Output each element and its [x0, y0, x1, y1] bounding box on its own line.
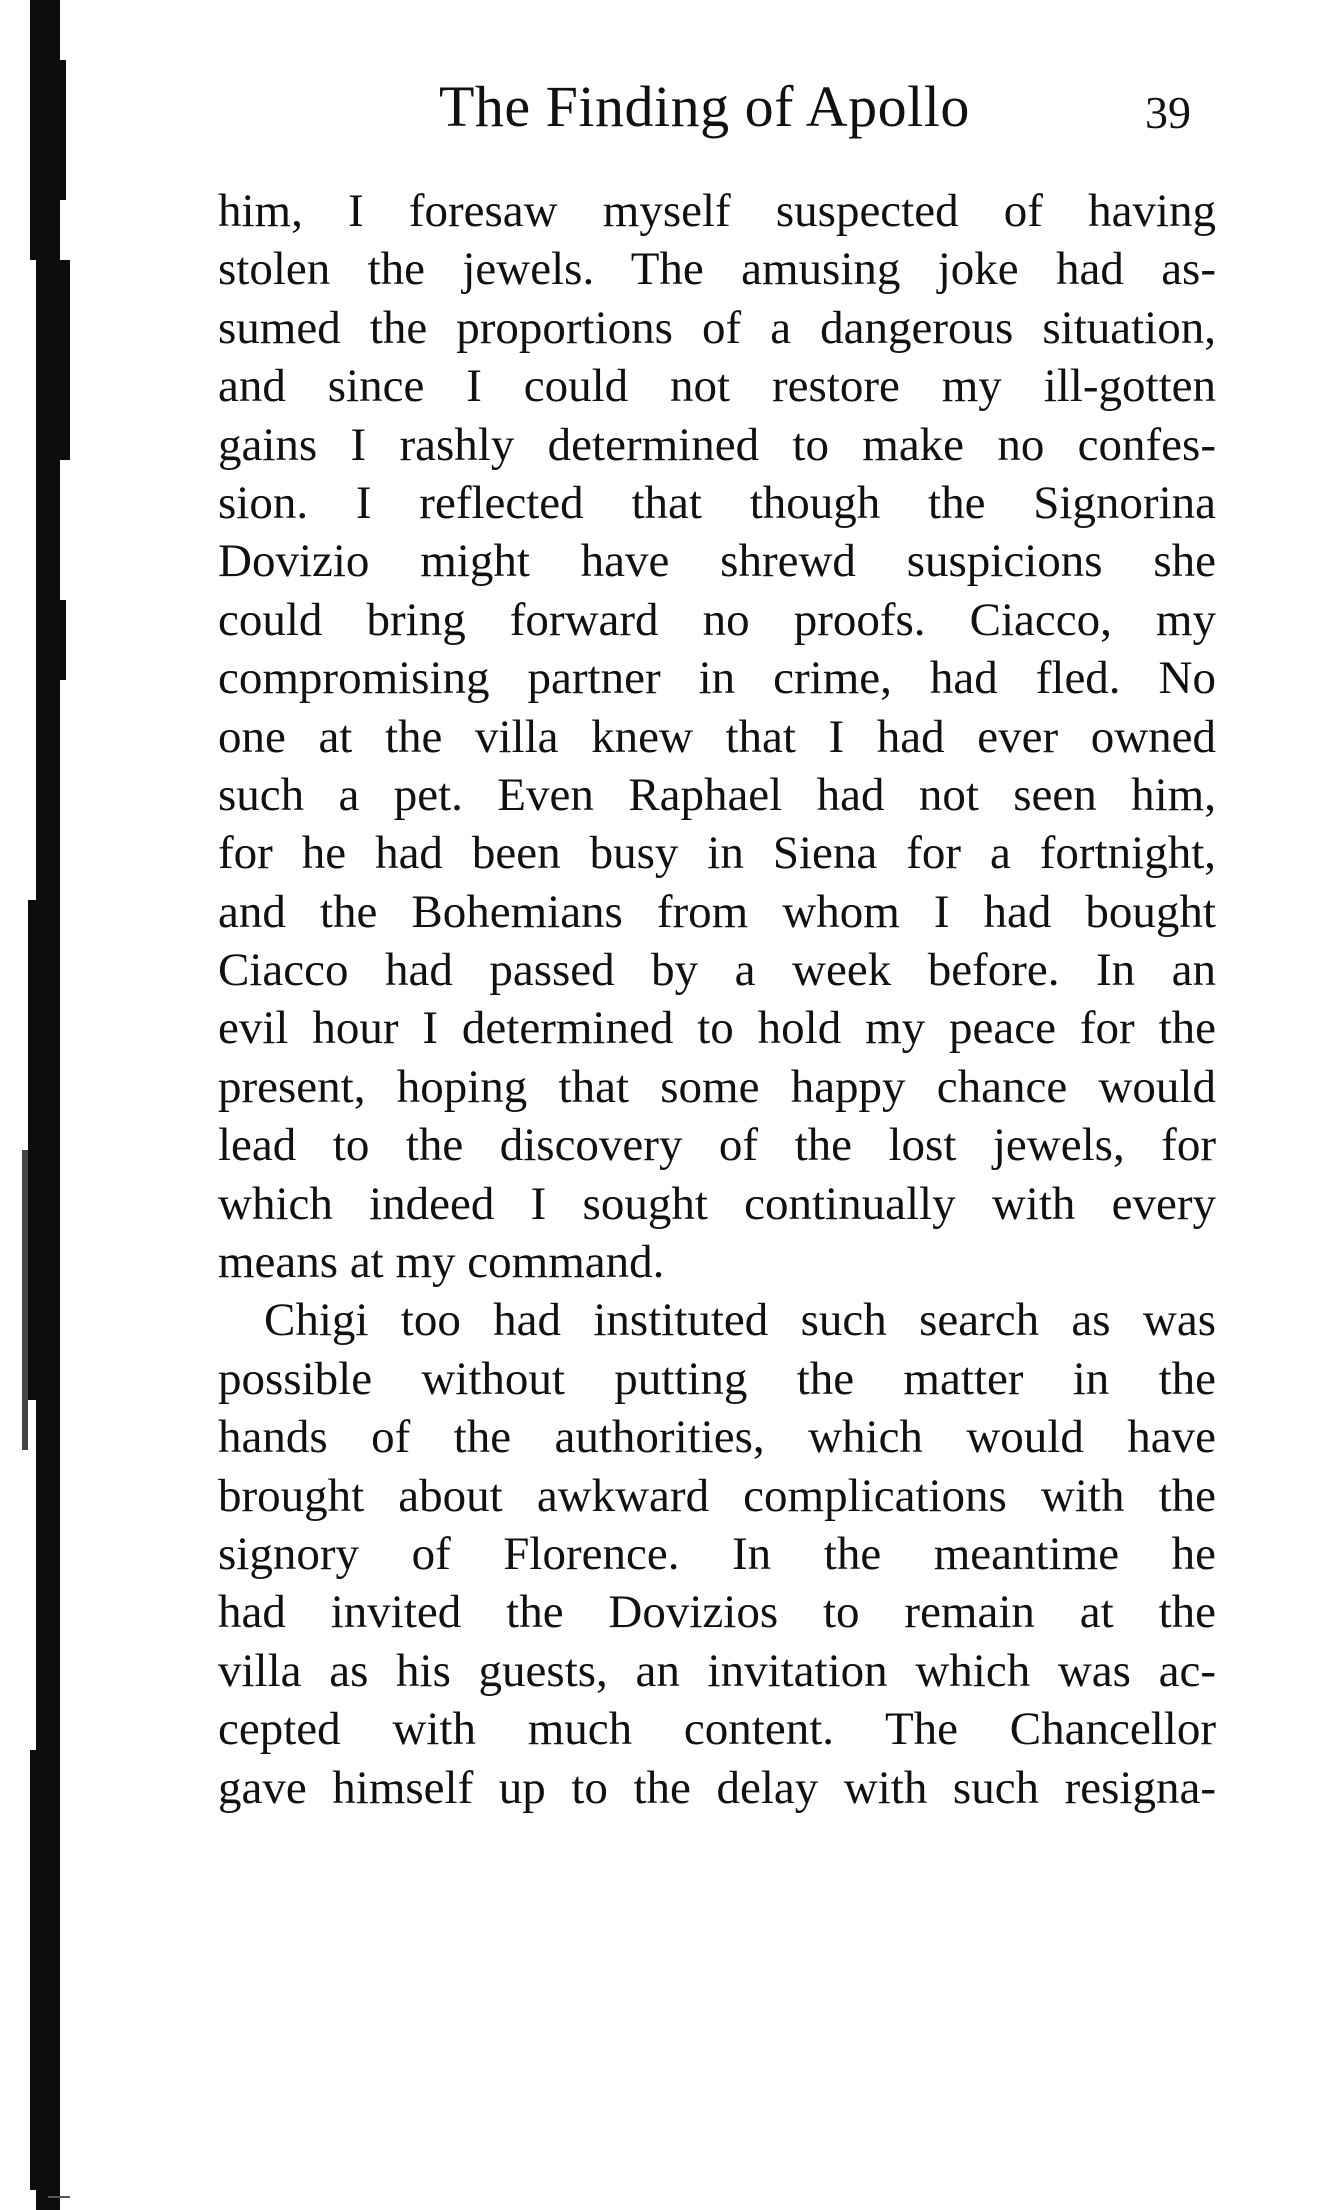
text-line: could bring forward no proofs. Ciacco, my	[218, 593, 1216, 646]
text-line: which indeed I sought continually with every	[218, 1177, 1216, 1230]
text-line: and the Bohemians from whom I had bought	[218, 885, 1216, 938]
paragraph-1	[218, 182, 1216, 1291]
text-line: hands of the authorities, which would have	[218, 1411, 1216, 1464]
text-line: gave himself up to the delay with such resigna-	[218, 1761, 1216, 1814]
text-line: gains I rashly determined to make no confes-	[218, 418, 1216, 471]
text-line: one at the villa knew that I had ever owned	[218, 710, 1216, 763]
paragraph-2	[218, 1291, 1216, 1817]
text-line: and since I could not restore my ill-gotten	[218, 360, 1216, 413]
body-text	[218, 182, 1216, 1817]
running-header	[215, 72, 1215, 142]
page-number: 39	[1145, 87, 1191, 138]
text-line: villa as his guests, an invitation which was ac-	[218, 1644, 1216, 1697]
text-line: brought about awkward complications with the	[218, 1469, 1216, 1522]
text-line: signory of Florence. In the meantime he	[218, 1527, 1216, 1580]
text-line: for he had been busy in Siena for a fortnight,	[218, 827, 1216, 880]
running-title: The Finding of Apollo	[439, 74, 970, 139]
text-line: stolen the jewels. The amusing joke had as-	[218, 243, 1216, 296]
text-line: sumed the proportions of a dangerous situation,	[218, 301, 1216, 354]
text-line: Ciacco had passed by a week before. In an	[218, 944, 1216, 997]
text-line: sion. I reflected that though the Signorina	[218, 476, 1216, 529]
text-line: had invited the Dovizios to remain at the	[218, 1586, 1216, 1639]
text-line: Dovizio might have shrewd suspicions she	[218, 535, 1216, 588]
text-line: Chigi too had instituted such search as was	[264, 1294, 1216, 1347]
text-line: him, I foresaw myself suspected of having	[218, 185, 1216, 237]
text-line: means at my command.	[218, 1236, 665, 1289]
text-line: evil hour I determined to hold my peace for the	[218, 1002, 1216, 1055]
text-line: present, hoping that some happy chance would	[218, 1060, 1216, 1113]
text-line: such a pet. Even Raphael had not seen him,	[218, 768, 1216, 821]
scan-edge-shadow	[0, 0, 70, 2210]
text-line: compromising partner in crime, had fled. No	[218, 652, 1216, 705]
text-line: lead to the discovery of the lost jewels, for	[218, 1119, 1216, 1172]
text-line: cepted with much content. The Chancellor	[218, 1703, 1216, 1756]
text-line: possible without putting the matter in the	[218, 1352, 1216, 1405]
